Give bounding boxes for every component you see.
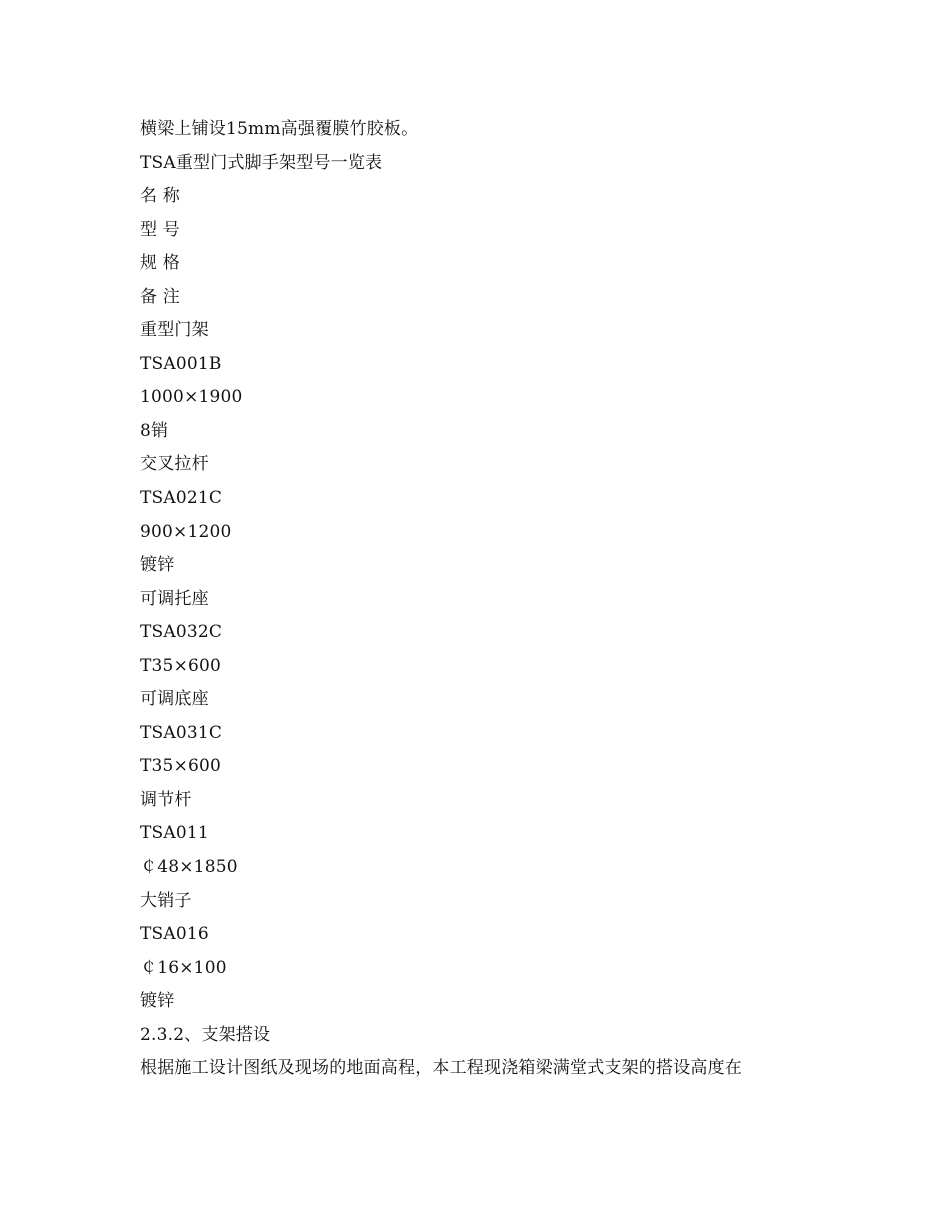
table-cell: TSA016 <box>140 924 209 945</box>
table-cell: 大销子 <box>140 890 192 911</box>
table-cell: ￠16×100 <box>140 957 227 978</box>
table-cell: 交叉拉杆 <box>140 454 209 475</box>
table-cell: T35×600 <box>140 756 222 777</box>
table-cell: TSA001B <box>140 353 222 374</box>
paragraph-line: 横梁上铺设15mm高强覆膜竹胶板。 <box>140 119 419 139</box>
table-cell: 可调底座 <box>140 689 209 710</box>
table-cell: 镀锌 <box>140 991 175 1012</box>
table-cell: TSA031C <box>140 722 223 743</box>
table-header-name: 名 称 <box>140 186 181 207</box>
table-cell: TSA032C <box>140 622 223 643</box>
document-body <box>140 113 840 1086</box>
table-cell: 重型门架 <box>140 320 209 341</box>
table-cell: TSA021C <box>140 488 223 509</box>
table-cell: 900×1200 <box>140 521 232 542</box>
table-cell: 1000×1900 <box>140 387 243 408</box>
table-cell: 可调托座 <box>140 588 209 609</box>
table-title: TSA重型门式脚手架型号一览表 <box>140 152 383 173</box>
table-cell: T35×600 <box>140 655 222 676</box>
table-header-spec: 规 格 <box>140 253 181 274</box>
section-heading: 2.3.2、支架搭设 <box>140 1024 271 1045</box>
table-header-remark: 备 注 <box>140 286 181 307</box>
table-cell: 调节杆 <box>140 789 192 810</box>
table-cell: ￠48×1850 <box>140 857 238 878</box>
table-cell: 8销 <box>140 420 169 441</box>
table-header-model: 型 号 <box>140 219 181 240</box>
paragraph-line: 根据施工设计图纸及现场的地面高程，本工程现浇箱梁满堂式支架的搭设高度在 <box>140 1058 742 1079</box>
table-cell: 镀锌 <box>140 555 175 576</box>
table-cell: TSA011 <box>140 823 209 844</box>
